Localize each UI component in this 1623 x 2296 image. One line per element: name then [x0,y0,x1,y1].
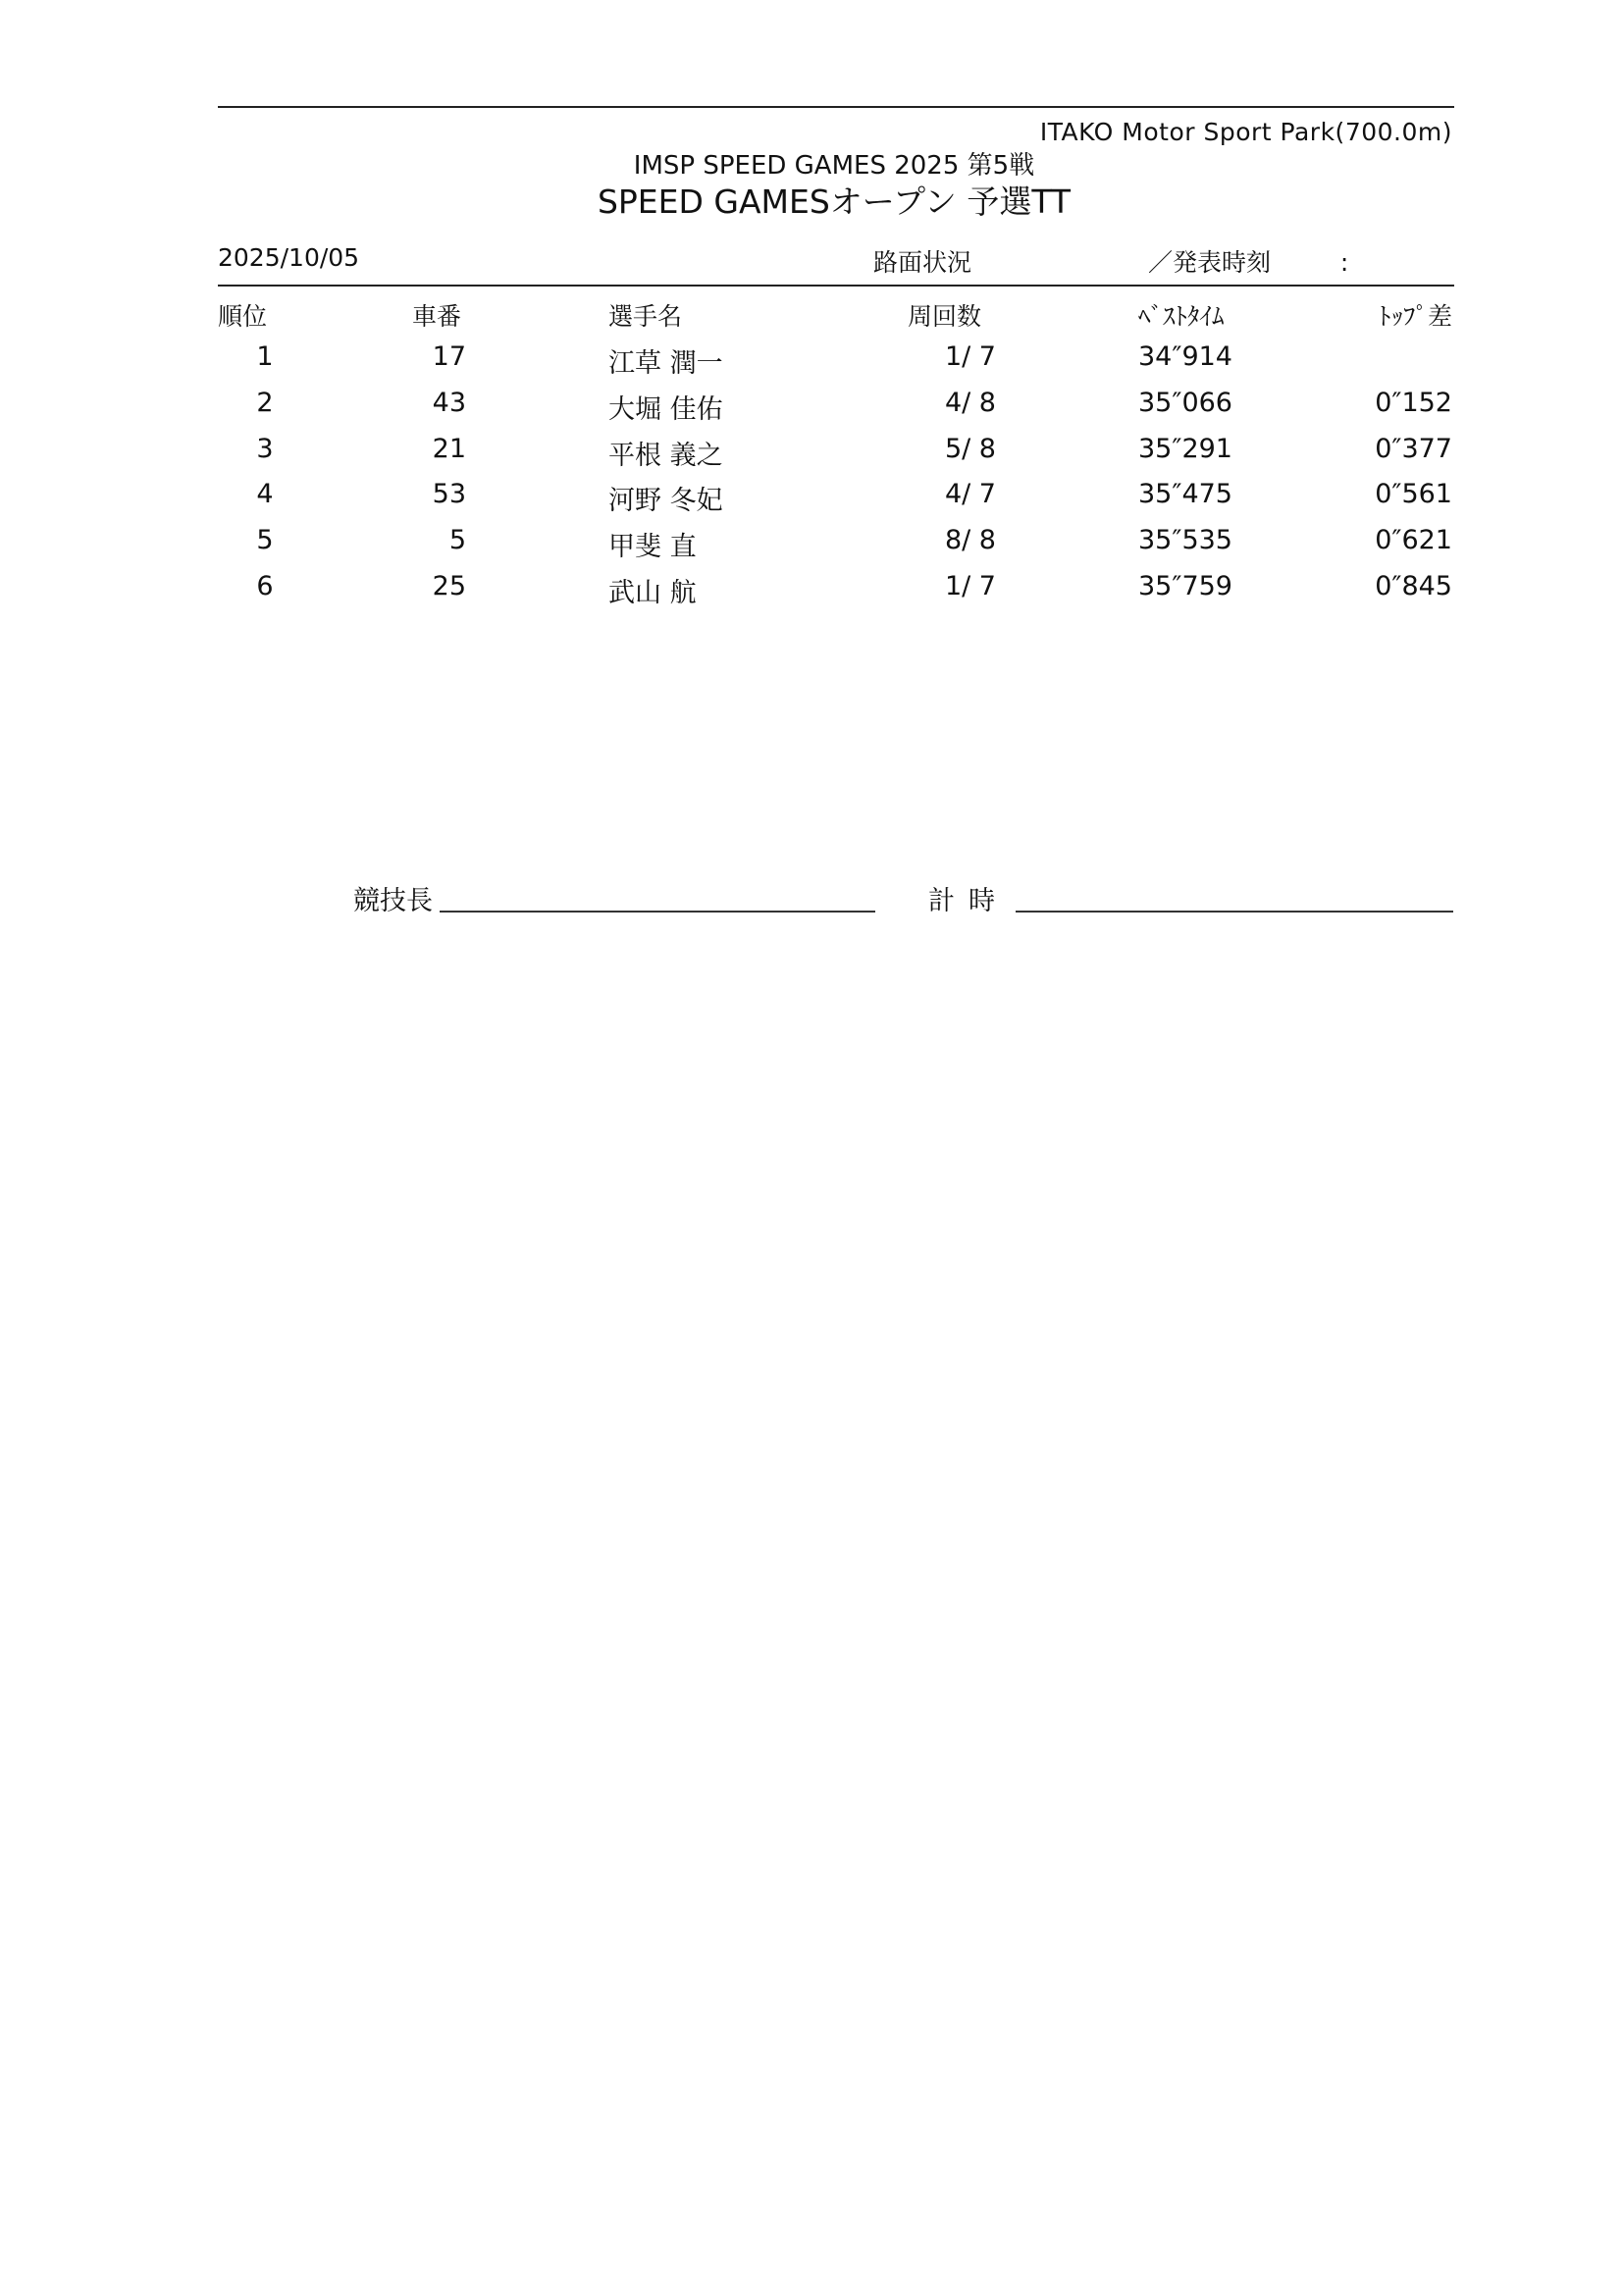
driver-name-cell: 甲斐 直 [608,532,697,562]
session-title: SPEED GAMESオープン 予選TT [597,183,1072,221]
gap-cell: 0″845 [1375,571,1452,601]
laps-cell: 8/ 8 [944,525,996,555]
position-cell: 1 [256,341,274,372]
car-number-cell: 43 [432,388,466,418]
release-time-value: : [1339,248,1349,277]
column-header-best-time: ﾍﾞｽﾄﾀｲﾑ [1138,302,1225,331]
race-date: 2025/10/05 [218,243,360,272]
table-row [0,434,1623,473]
timing-signature-line [1016,911,1453,913]
best-time-cell: 35″759 [1138,571,1232,601]
column-header-laps: 周回数 [908,302,982,331]
laps-cell: 1/ 7 [944,571,996,601]
best-time-cell: 35″291 [1138,434,1232,464]
column-header-driver-name: 選手名 [608,302,683,331]
release-time-label: ／発表時刻 [1148,248,1272,277]
gap-cell: 0″152 [1375,388,1452,418]
position-cell: 5 [256,525,274,555]
laps-cell: 4/ 7 [944,479,996,509]
best-time-cell: 35″066 [1138,388,1232,418]
laps-cell: 5/ 8 [944,434,996,464]
driver-name-cell: 大堀 佳佑 [608,394,723,425]
table-row [0,341,1623,381]
position-cell: 2 [256,388,274,418]
gap-cell: 0″561 [1375,479,1452,509]
driver-name-cell: 武山 航 [608,578,697,608]
laps-cell: 1/ 7 [944,341,996,372]
best-time-cell: 35″535 [1138,525,1232,555]
table-row [0,388,1623,427]
laps-cell: 4/ 8 [944,388,996,418]
best-time-cell: 34″914 [1138,341,1232,372]
driver-name-cell: 河野 冬妃 [608,486,723,516]
position-cell: 6 [256,571,274,601]
gap-cell: 0″377 [1375,434,1452,464]
column-header-position: 順位 [218,302,268,331]
car-number-cell: 17 [432,341,466,372]
position-cell: 3 [256,434,274,464]
surface-condition-label: 路面状況 [873,248,972,277]
race-director-signature-line [440,911,875,913]
table-row [0,525,1623,564]
car-number-cell: 25 [432,571,466,601]
car-number-cell: 5 [448,525,466,555]
column-header-car-number: 車番 [412,302,462,331]
best-time-cell: 35″475 [1138,479,1232,509]
gap-cell: 0″621 [1375,525,1452,555]
car-number-cell: 21 [432,434,466,464]
release-time [1148,243,1348,279]
car-number-cell: 53 [432,479,466,509]
event-title: IMSP SPEED GAMES 2025 第5戦 [633,151,1035,181]
column-header-gap-to-top: ﾄｯﾌﾟ差 [1378,302,1452,331]
header-divider [218,285,1454,287]
race-director-label: 競技長 [353,886,433,916]
table-row [0,479,1623,518]
venue-name: ITAKO Motor Sport Park(700.0m) [1039,118,1452,146]
driver-name-cell: 平根 義之 [608,441,723,471]
timing-label: 計時 [928,886,1009,916]
top-divider [218,106,1454,108]
driver-name-cell: 江草 潤一 [608,348,723,379]
table-row [0,571,1623,610]
position-cell: 4 [256,479,274,509]
